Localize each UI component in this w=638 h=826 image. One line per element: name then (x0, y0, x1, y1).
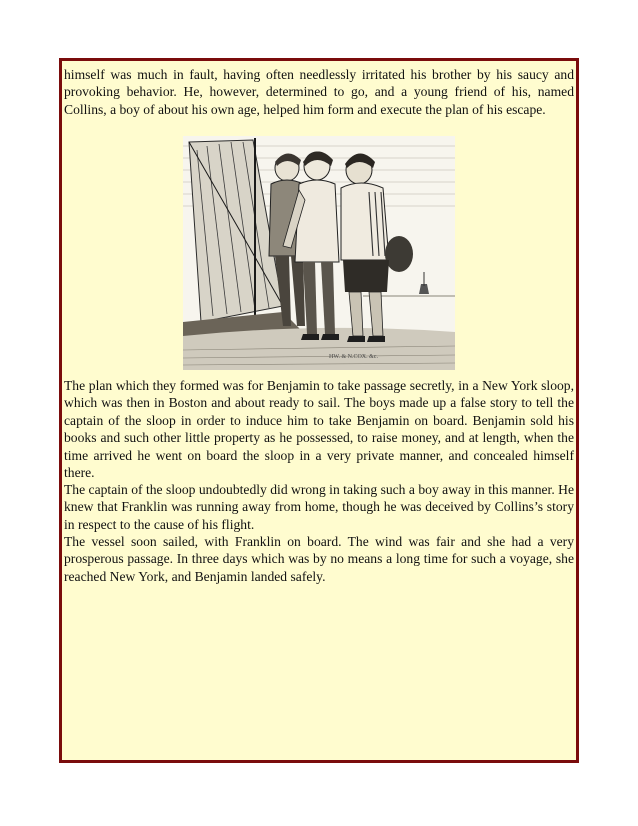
engraving-illustration (183, 136, 455, 370)
paragraph-3: The captain of the sloop undoubtedly did wrong in taking such a boy away in this manner. He knew that Franklin was running away from home, though he was deceived by Collins’s story in respect to the cause of his flight. (64, 482, 574, 532)
engraver-signature: HW. & N.COX. &c. (329, 354, 378, 360)
paragraph-2: The plan which they formed was for Benjamin to take passage secretly, in a New York sloop, which was then in Boston and about ready to sail. The boys made up a false story to tell the captain of the sloop in order to induce him to take Benjamin on board. Benjamin sold his books and such other little property as he possessed, to raise money, and at length, when the time arrived he went on board the sloop in a very private manner, and concealed himself there. (64, 378, 574, 481)
paragraph-4: The vessel soon sailed, with Franklin on board. The wind was fair and she had a very prosperous passage. In three days which was by no means a long time for such a voyage, she reached New York, and Benjamin landed safely. (64, 534, 574, 584)
paragraph-1: himself was much in fault, having often needlessly irritated his brother by his saucy and provoking behavior. He, however, determined to go, and a young friend of his, named Collins, a boy of about his own age, helped him form and execute the plan of his escape. (64, 67, 574, 117)
